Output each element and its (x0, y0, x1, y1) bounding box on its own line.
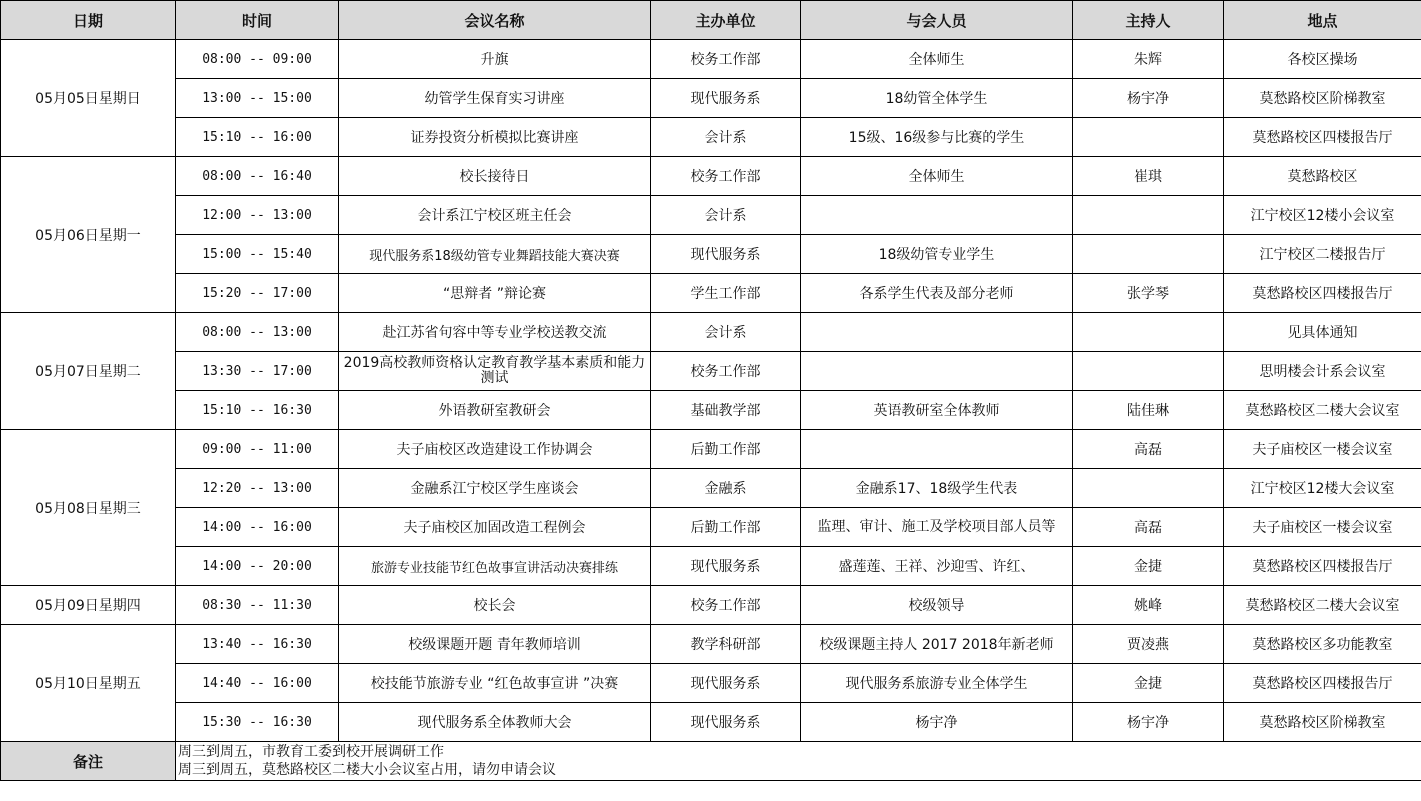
meeting-cell: 夫子庙校区改造建设工作协调会 (339, 430, 651, 469)
meeting-cell: 校长会 (339, 586, 651, 625)
date-cell: 05月08日星期三 (1, 430, 176, 586)
notes-text (176, 742, 1421, 781)
host-cell: 崔琪 (1073, 157, 1224, 196)
organizer-cell: 金融系 (651, 469, 801, 508)
table-row (1, 469, 1421, 508)
location-cell: 莫愁路校区二楼大会议室 (1224, 586, 1421, 625)
time-cell: 08:00 -- 16:40 (176, 157, 339, 196)
table-row (1, 430, 1421, 469)
header-meeting: 会议名称 (339, 1, 651, 40)
organizer-cell: 教学科研部 (651, 625, 801, 664)
time-cell: 14:00 -- 20:00 (176, 547, 339, 586)
meeting-cell: 幼管学生保育实习讲座 (339, 79, 651, 118)
host-cell: 杨宇净 (1073, 703, 1224, 742)
table-row (1, 235, 1421, 274)
time-cell: 15:20 -- 17:00 (176, 274, 339, 313)
attendees-cell: 监理、审计、施工及学校项目部人员等 (801, 508, 1073, 547)
meeting-cell: 2019高校教师资格认定教育教学基本素质和能力测试 (339, 352, 651, 391)
notes-row (1, 742, 1421, 781)
organizer-cell: 现代服务系 (651, 235, 801, 274)
organizer-cell: 现代服务系 (651, 664, 801, 703)
location-cell: 莫愁路校区四楼报告厅 (1224, 118, 1421, 157)
table-row (1, 664, 1421, 703)
time-cell: 12:20 -- 13:00 (176, 469, 339, 508)
location-cell: 莫愁路校区四楼报告厅 (1224, 547, 1421, 586)
host-cell: 杨宇净 (1073, 79, 1224, 118)
host-cell (1073, 313, 1224, 352)
table-row (1, 40, 1421, 79)
host-cell: 贾凌燕 (1073, 625, 1224, 664)
header-host: 主持人 (1073, 1, 1224, 40)
header-row (1, 1, 1421, 40)
table-row (1, 313, 1421, 352)
attendees-cell: 18级幼管专业学生 (801, 235, 1073, 274)
organizer-cell: 现代服务系 (651, 79, 801, 118)
location-cell: 莫愁路校区阶梯教室 (1224, 79, 1421, 118)
meeting-cell: 校长接待日 (339, 157, 651, 196)
header-location: 地点 (1224, 1, 1421, 40)
meeting-cell: 校技能节旅游专业 “红色故事宣讲 ”决赛 (339, 664, 651, 703)
attendees-cell (801, 352, 1073, 391)
organizer-cell: 会计系 (651, 313, 801, 352)
location-cell: 见具体通知 (1224, 313, 1421, 352)
time-cell: 15:30 -- 16:30 (176, 703, 339, 742)
host-cell (1073, 235, 1224, 274)
attendees-cell: 校级课题主持人 2017 2018年新老师 (801, 625, 1073, 664)
attendees-cell: 校级领导 (801, 586, 1073, 625)
organizer-cell: 校务工作部 (651, 40, 801, 79)
location-cell: 莫愁路校区四楼报告厅 (1224, 664, 1421, 703)
schedule-body (1, 40, 1421, 781)
time-cell: 13:30 -- 17:00 (176, 352, 339, 391)
organizer-cell: 会计系 (651, 196, 801, 235)
time-cell: 09:00 -- 11:00 (176, 430, 339, 469)
attendees-cell: 全体师生 (801, 157, 1073, 196)
time-cell: 12:00 -- 13:00 (176, 196, 339, 235)
host-cell: 张学琴 (1073, 274, 1224, 313)
location-cell: 夫子庙校区一楼会议室 (1224, 508, 1421, 547)
attendees-cell: 盛莲莲、王祥、沙迎雪、许红、 (801, 547, 1073, 586)
meeting-cell: 校级课题开题 青年教师培训 (339, 625, 651, 664)
location-cell: 江宁校区12楼小会议室 (1224, 196, 1421, 235)
location-cell: 各校区操场 (1224, 40, 1421, 79)
time-cell: 13:00 -- 15:00 (176, 79, 339, 118)
location-cell: 江宁校区12楼大会议室 (1224, 469, 1421, 508)
location-cell: 思明楼会计系会议室 (1224, 352, 1421, 391)
attendees-cell (801, 430, 1073, 469)
table-row (1, 157, 1421, 196)
attendees-cell: 金融系17、18级学生代表 (801, 469, 1073, 508)
host-cell: 高磊 (1073, 508, 1224, 547)
notes-label: 备注 (1, 742, 176, 781)
organizer-cell: 现代服务系 (651, 703, 801, 742)
table-row (1, 391, 1421, 430)
time-cell: 15:10 -- 16:00 (176, 118, 339, 157)
organizer-cell: 后勤工作部 (651, 430, 801, 469)
meeting-cell: 旅游专业技能节红色故事宣讲活动决赛排练 (339, 547, 651, 586)
attendees-cell: 杨宇净 (801, 703, 1073, 742)
attendees-cell: 现代服务系旅游专业全体学生 (801, 664, 1073, 703)
date-cell: 05月10日星期五 (1, 625, 176, 742)
attendees-cell: 英语教研室全体教师 (801, 391, 1073, 430)
note-line: 周三到周五，市教育工委到校开展调研工作 (178, 744, 444, 760)
location-cell: 莫愁路校区阶梯教室 (1224, 703, 1421, 742)
organizer-cell: 校务工作部 (651, 586, 801, 625)
time-cell: 13:40 -- 16:30 (176, 625, 339, 664)
table-row (1, 547, 1421, 586)
table-row (1, 352, 1421, 391)
meeting-cell: 证券投资分析模拟比赛讲座 (339, 118, 651, 157)
header-organizer: 主办单位 (651, 1, 801, 40)
host-cell (1073, 196, 1224, 235)
time-cell: 14:40 -- 16:00 (176, 664, 339, 703)
organizer-cell: 现代服务系 (651, 547, 801, 586)
header-time: 时间 (176, 1, 339, 40)
organizer-cell: 学生工作部 (651, 274, 801, 313)
table-row (1, 703, 1421, 742)
host-cell: 姚峰 (1073, 586, 1224, 625)
location-cell: 莫愁路校区二楼大会议室 (1224, 391, 1421, 430)
table-row (1, 79, 1421, 118)
meeting-cell: 金融系江宁校区学生座谈会 (339, 469, 651, 508)
location-cell: 莫愁路校区多功能教室 (1224, 625, 1421, 664)
date-cell: 05月07日星期二 (1, 313, 176, 430)
table-row (1, 625, 1421, 664)
time-cell: 08:00 -- 13:00 (176, 313, 339, 352)
organizer-cell: 后勤工作部 (651, 508, 801, 547)
time-cell: 15:00 -- 15:40 (176, 235, 339, 274)
host-cell (1073, 118, 1224, 157)
header-attendees: 与会人员 (801, 1, 1073, 40)
location-cell: 夫子庙校区一楼会议室 (1224, 430, 1421, 469)
date-cell: 05月06日星期一 (1, 157, 176, 313)
time-cell: 14:00 -- 16:00 (176, 508, 339, 547)
meeting-cell: 升旗 (339, 40, 651, 79)
date-cell: 05月05日星期日 (1, 40, 176, 157)
organizer-cell: 校务工作部 (651, 157, 801, 196)
meeting-cell: 会计系江宁校区班主任会 (339, 196, 651, 235)
host-cell: 高磊 (1073, 430, 1224, 469)
header-date: 日期 (1, 1, 176, 40)
meeting-cell: 赴江苏省句容中等专业学校送教交流 (339, 313, 651, 352)
time-cell: 08:30 -- 11:30 (176, 586, 339, 625)
attendees-cell (801, 196, 1073, 235)
table-row (1, 196, 1421, 235)
organizer-cell: 校务工作部 (651, 352, 801, 391)
attendees-cell (801, 313, 1073, 352)
host-cell: 金捷 (1073, 664, 1224, 703)
date-cell: 05月09日星期四 (1, 586, 176, 625)
location-cell: 莫愁路校区四楼报告厅 (1224, 274, 1421, 313)
attendees-cell: 全体师生 (801, 40, 1073, 79)
table-row (1, 118, 1421, 157)
host-cell: 陆佳琳 (1073, 391, 1224, 430)
meeting-cell: 现代服务系全体教师大会 (339, 703, 651, 742)
organizer-cell: 会计系 (651, 118, 801, 157)
organizer-cell: 基础教学部 (651, 391, 801, 430)
table-row (1, 274, 1421, 313)
table-row (1, 586, 1421, 625)
table-row (1, 508, 1421, 547)
meeting-cell: 外语教研室教研会 (339, 391, 651, 430)
location-cell: 江宁校区二楼报告厅 (1224, 235, 1421, 274)
location-cell: 莫愁路校区 (1224, 157, 1421, 196)
time-cell: 15:10 -- 16:30 (176, 391, 339, 430)
host-cell (1073, 469, 1224, 508)
host-cell: 朱辉 (1073, 40, 1224, 79)
time-cell: 08:00 -- 09:00 (176, 40, 339, 79)
host-cell (1073, 352, 1224, 391)
attendees-cell: 18幼管全体学生 (801, 79, 1073, 118)
meeting-cell: “思辩者 ”辩论赛 (339, 274, 651, 313)
note-line: 周三到周五，莫愁路校区二楼大小会议室占用，请勿申请会议 (178, 762, 556, 778)
meeting-cell: 现代服务系18级幼管专业舞蹈技能大赛决赛 (339, 235, 651, 274)
meeting-cell: 夫子庙校区加固改造工程例会 (339, 508, 651, 547)
attendees-cell: 各系学生代表及部分老师 (801, 274, 1073, 313)
attendees-cell: 15级、16级参与比赛的学生 (801, 118, 1073, 157)
host-cell: 金捷 (1073, 547, 1224, 586)
